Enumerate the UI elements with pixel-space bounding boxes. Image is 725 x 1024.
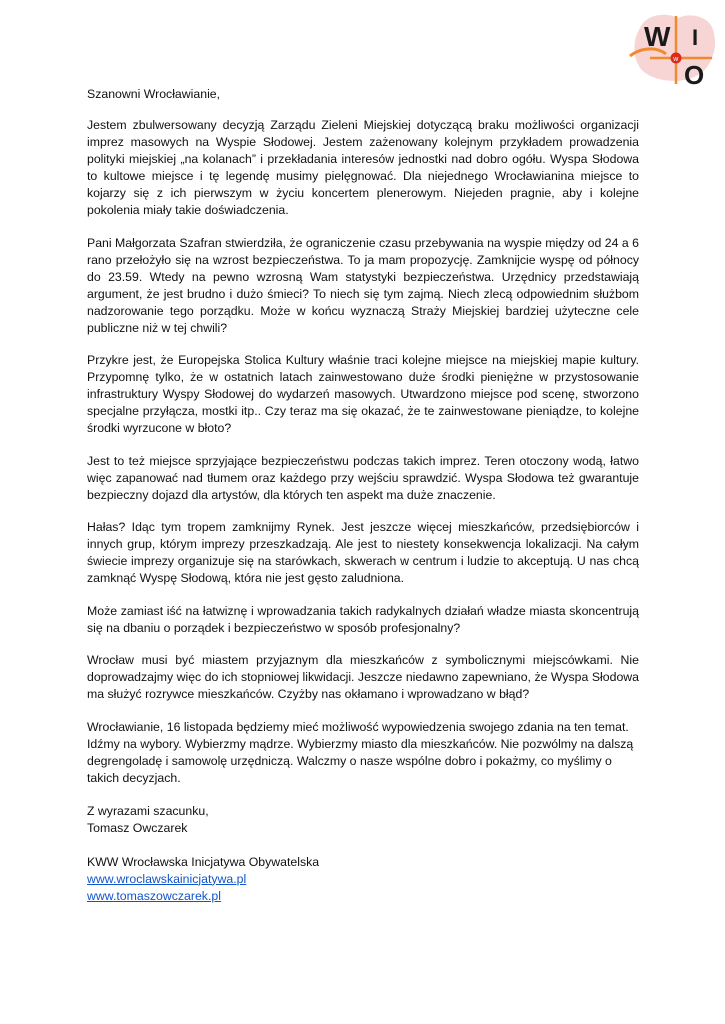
logo-letter-w: W [644, 21, 671, 52]
wio-logo [626, 10, 718, 88]
letter-body [87, 86, 639, 905]
greeting: Szanowni Wrocławianie, [87, 87, 221, 101]
closing: Z wyrazami szacunku, [87, 803, 209, 818]
final-line: takich decyzjach. [87, 770, 181, 785]
final-line: Idźmy na wybory. Wybierzmy mądrze. Wybierzmy miasto dla mieszkańców. Nie pozwólmy na dalszą [87, 736, 634, 751]
organization-block [87, 854, 639, 905]
paragraph-5: Hałas? Idąc tym tropem zamknijmy Rynek. Jest jeszcze więcej mieszkańców, przedsiębiorców i innych grup, którym imprezy przeszkadzają. Ale jest to niestety konsekwencja lokalizacji. Na całym świecie imprezy organizuje się na starówkach, skwerach w centrum i ludzie to akceptują. U nas chcą zamknąć Wyspę Słodową, która nie jest gęsto zaludniona. [87, 520, 639, 585]
paragraph-6: Może zamiast iść na łatwiznę i wprowadzania takich radykalnych działań władze miasta skoncentrują się na dbaniu o porządek i bezpieczeństwo w sposób profesjonalny? [87, 603, 639, 635]
paragraph-4: Jest to też miejsce sprzyjające bezpieczeństwu podczas takich imprez. Teren otoczony wodą, łatwo więc zapanować nad tłumem oraz każdego przy wejściu sprawdzić. Wyspa Słodowa też gwarantuje bezpieczny dojazd dla artystów, dla których ten aspekt ma duże znaczenie. [87, 453, 639, 502]
organization-name: KWW Wrocławska Inicjatywa Obywatelska [87, 854, 320, 869]
paragraph-1: Jestem zbulwersowany decyzją Zarządu Zieleni Miejskiej dotyczącą braku możliwości organizacji imprez masowych na Wyspie Słodowej. Jestem zażenowany kolejnym przykładem prowadzenia polityki miejskiej „na kolanach” i przekładania interesów jednostki nad dobro ogółu. Wyspa Słodowa to kultowe miejsce i tę legendę musimy pielęgnować. Dla niejednego Wrocławianina miejsce to kojarzy się z ich pierwszym w życiu koncertem plenerowym. Niejeden pragnie, aby i kolejne pokolenia miały takie doświadczenia. [87, 118, 639, 217]
logo-letter-i: I [692, 25, 699, 50]
final-line: degrengoladę i samowolę urzędniczą. Walczmy o nasze wspólne dobro i pokażmy, co myślimy o [87, 753, 612, 768]
link-wroclawskainicjatywa[interactable]: www.wroclawskainicjatywa.pl [87, 871, 247, 886]
paragraph-7: Wrocław musi być miastem przyjaznym dla mieszkańców z symbolicznymi miejscówkami. Nie doprowadzajmy więc do ich stopniowej likwidacji. Jeszcze niedawno zapewniano, że Wyspa Słodowa ma służyć rozrywce mieszkańców. Czyżby nas okłamano i wprowadzano w błąd? [87, 653, 639, 701]
closing-block [87, 803, 639, 837]
logo-letter-o: O [684, 60, 705, 88]
final-paragraph [87, 719, 639, 787]
paragraph-2: Pani Małgorzata Szafran stwierdziła, że ograniczenie czasu przebywania na wyspie między od 24 a 6 rano przełożyło się na wzrost bezpieczeństwa. To ja mam propozycję. Zamknijcie wyspę od północy do 23.59. Wtedy na pewno wzrosną Wam statystyki bezpieczeństwa. Urzędnicy przedstawiają argument, że jest brudno i dużo śmieci? To niech się tym zajmą. Niech zlecą odpowiednim służbom nadzorowanie tego porządku. Może w końcu wyznaczą Straży Miejskiej bardziej użyteczne cele publiczne niż w tej chwili? [87, 235, 639, 335]
paragraph-3: Przykre jest, że Europejska Stolica Kultury właśnie traci kolejne miejsce na miejskiej mapie kultury. Przypomnę tylko, że w ostatnich latach zainwestowano duże środki pieniężne w przystosowanie infrastruktury Wyspy Słodowej do wydarzeń masowych. Utwardzono miejsce pod scenę, stworzono specjalne przyłącza, mostki itp.. Czy teraz ma się okazać, że te zainwestowane pieniądze, to kolejne środki wyrzucone w błoto? [87, 353, 639, 435]
logo-center-mark: w [673, 55, 679, 63]
final-line: Wrocławianie, 16 listopada będziemy mieć możliwość wypowiedzenia swojego zdania na ten temat. [87, 719, 629, 734]
link-tomaszowczarek[interactable]: www.tomaszowczarek.pl [87, 888, 221, 903]
signature: Tomasz Owczarek [87, 820, 188, 835]
